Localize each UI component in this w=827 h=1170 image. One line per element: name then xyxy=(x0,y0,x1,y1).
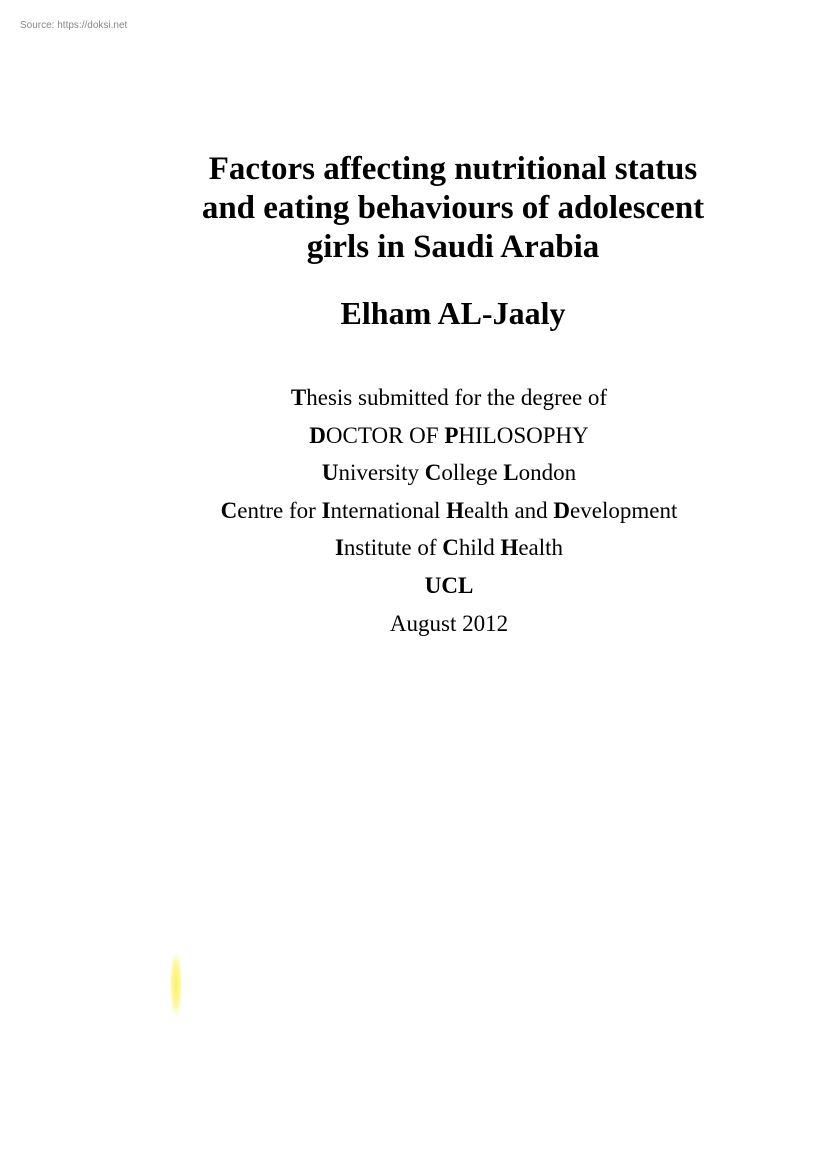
detail-line: DOCTOR OF PHILOSOPHY xyxy=(309,422,589,448)
title-line: and eating behaviours of adolescent xyxy=(201,190,705,226)
detail-line: University College London xyxy=(321,460,577,486)
detail-line: UCL xyxy=(424,572,474,598)
highlight-mark xyxy=(170,952,182,1016)
detail-line: Institute of Child Health xyxy=(334,535,564,561)
source-watermark: Source: https://doksi.net xyxy=(20,20,128,31)
author-name: Elham AL-Jaaly xyxy=(340,295,566,331)
thesis-title xyxy=(0,150,827,267)
detail-line: Thesis submitted for the degree of xyxy=(290,385,608,410)
detail-line: August 2012 xyxy=(389,610,509,636)
title-line: Factors affecting nutritional status xyxy=(208,151,698,187)
title-line: girls in Saudi Arabia xyxy=(306,229,600,265)
thesis-details xyxy=(0,379,827,642)
detail-line: Centre for International Health and Development xyxy=(220,497,678,523)
